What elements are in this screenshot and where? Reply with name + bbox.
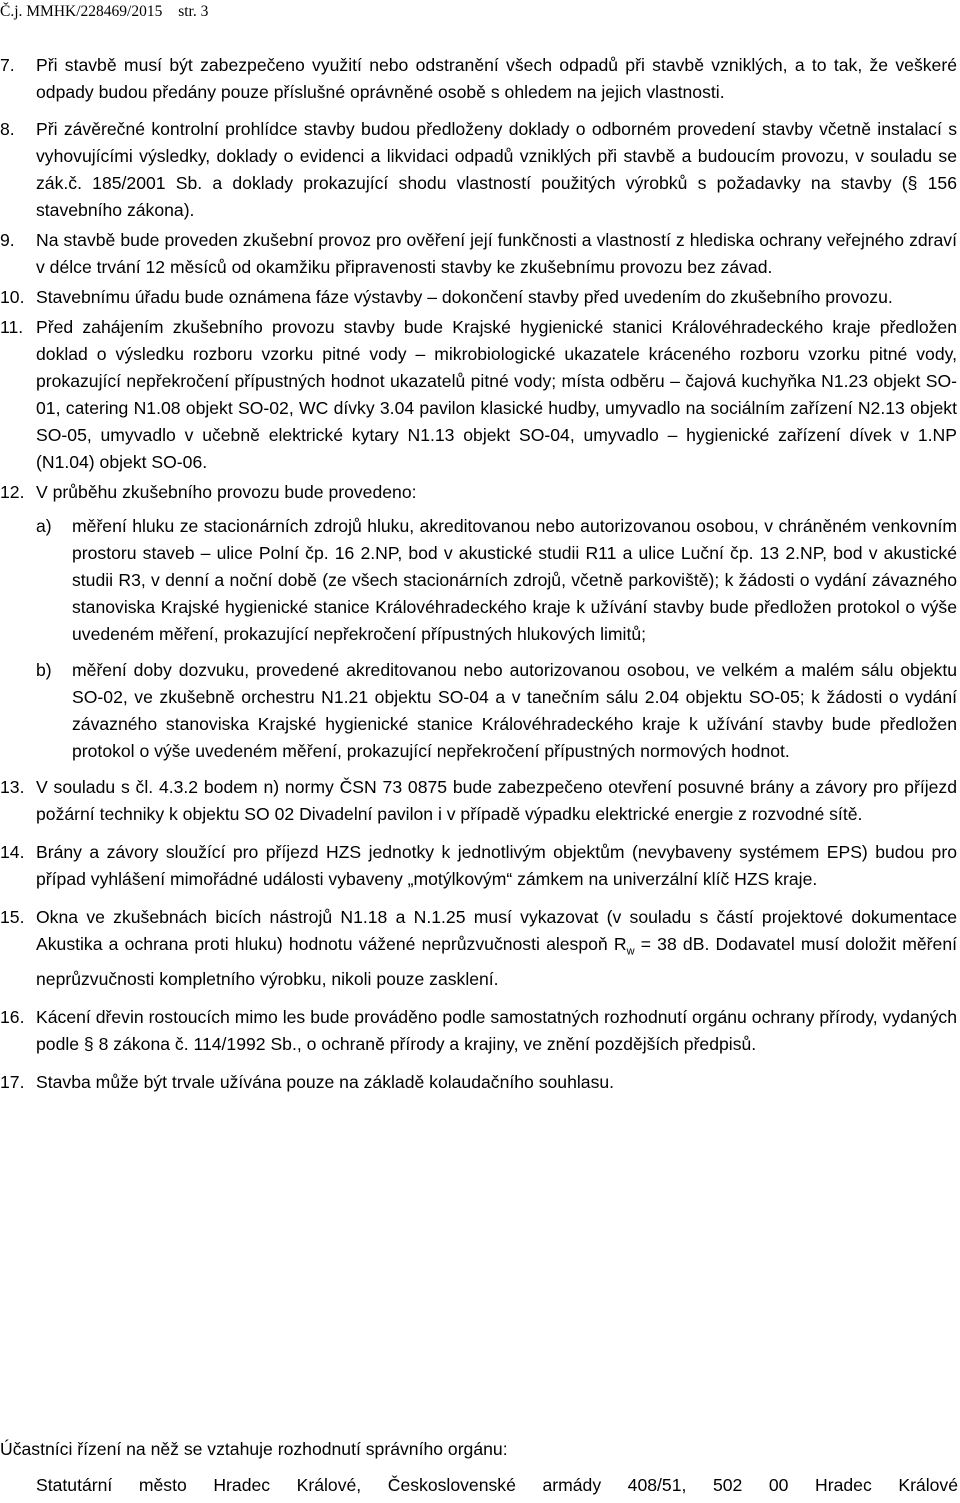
sub-item — [36, 513, 957, 648]
condition-number: 8. — [0, 119, 15, 139]
condition-text: Brány a závory sloužící pro příjezd HZS jednotky k jednotlivým objektům (nevybaveny systémem EPS) budou pro případ vyhlášení mimořádné události vybaveny „motýlkovým“ zámkem na univerzální klíč HZS kraje. — [36, 842, 957, 889]
condition-item — [0, 116, 957, 224]
condition-text: V průběhu zkušebního provozu bude provedeno: — [36, 482, 417, 502]
condition-number: 16. — [0, 1006, 25, 1027]
condition-item — [0, 774, 957, 828]
condition-number: 10. — [0, 287, 25, 307]
conditions-list — [0, 52, 957, 1096]
page-header — [0, 2, 208, 22]
sub-item — [36, 657, 957, 765]
condition-number: 12. — [0, 482, 25, 502]
condition-item — [0, 904, 957, 993]
condition-text: Na stavbě bude proveden zkušební provoz pro ověření její funkčnosti a vlastností z hlediska ochrany veřejného zdraví v délce trvání 12 měsíců od okamžiku připravenosti stavby ke zkušebnímu provozu bez závad. — [36, 230, 957, 277]
sub-item-text: měření hluku ze stacionárních zdrojů hluku, akreditovanou nebo autorizovanou osobou, v chráněném venkovním prostoru staveb – ulice Polní čp. 16 2.NP, bod v akustické studii R11 a ulice Luční čp. 13 2.NP, bod v akustické studii R3, v denní a noční době (ze všech stacionárních zdrojů, včetně parkoviště); k žádosti o vydání závazného stanoviska Krajské hygienické stanice Královéhradeckého kraje k užívání stavby bude předložen protokol o výše uvedeném měření, prokazující nepřekročení přípustných hlukových limitů; — [72, 516, 957, 644]
condition-number: 9. — [0, 230, 15, 250]
condition-text-part: Okna ve zkušebnách bicích nástrojů N1.18 a N.1.25 musí vykazovat (v souladu s částí projektové dokumentace Akustika a ochrana proti hluku) hodnotu vážené neprůzvučnosti alespoň R — [36, 907, 957, 954]
condition-item — [0, 52, 957, 106]
condition-item — [0, 1069, 957, 1096]
condition-number: 7. — [0, 55, 15, 75]
document-reference: Č.j. MMHK/228469/2015 — [0, 3, 163, 20]
condition-text: Stavba může být trvale užívána pouze na základě kolaudačního souhlasu. — [36, 1071, 615, 1092]
condition-text: Stavebnímu úřadu bude oznámena fáze výstavby – dokončení stavby před uvedením do zkušebního provozu. — [36, 287, 893, 307]
condition-text: Před zahájením zkušebního provozu stavby bude Krajské hygienické stanici Královéhradeckého kraje předložen doklad o výsledku rozboru vzorku pitné vody – mikrobiologické ukazatele kráceného rozboru vzorku pitné vody, prokazující nepřekročení přípustných hodnot ukazatelů pitné vody; místa odběru – čajová kuchyňka N1.23 objekt SO-01, catering N1.08 objekt SO-02, WC dívky 3.04 pavilon klasické hudby, umyvadlo na sociálním zařízení N2.13 objekt SO-05, umyvadlo v učebně elektrické kytary N1.13 objekt SO-04, umyvadlo – hygienické zařízení dívek v 1.NP (N1.04) objekt SO-06. — [36, 317, 957, 472]
condition-text: V souladu s čl. 4.3.2 bodem n) normy ČSN 73 0875 bude zabezpečeno otevření posuvné brány a závory pro příjezd požární techniky k objektu SO 02 Divadelní pavilon i v případě výpadku elektrické energie z rozvodné sítě. — [36, 777, 957, 824]
page-number: str. 3 — [178, 3, 209, 20]
participants-heading: Účastníci řízení na něž se vztahuje rozhodnutí správního orgánu: — [0, 1439, 508, 1459]
condition-text-part: = 38 dB. Dodavatel musí doložit měření neprůzvučnosti kompletního výrobku, nikoli pouze zasklení. — [36, 934, 957, 989]
condition-text: Při závěrečné kontrolní prohlídce stavby budou předloženy doklady o odborném provedení stavby včetně instalací s vyhovujícími výsledky, doklady o evidenci a likvidaci odpadů vzniklých při stavbě a budoucím provozu, v souladu se zák.č. 185/2001 Sb. a doklady prokazující shodu vlastností použitých výrobků s požadavky na stavby (§ 156 stavebního zákona). — [36, 119, 957, 220]
subscript-w: w — [626, 945, 635, 958]
condition-number: 14. — [0, 842, 25, 862]
condition-text: Kácení dřevin rostoucích mimo les bude prováděno podle samostatných rozhodnutí orgánu ochrany přírody, vydaných podle § 8 zákona č. 114/1992 Sb., o ochraně přírody a krajiny, ve znění pozdějších předpisů. — [36, 1006, 957, 1054]
condition-number: 11. — [0, 317, 24, 337]
condition-text: Při stavbě musí být zabezpečeno využití nebo odstranění všech odpadů při stavbě vzniklých, a to tak, že veškeré odpady budou předány pouze příslušné oprávněné osobě s ohledem na jejich vlastnosti. — [36, 55, 957, 102]
condition-item — [0, 284, 957, 311]
condition-item — [0, 314, 957, 476]
condition-item — [0, 479, 957, 765]
condition-number: 15. — [0, 907, 25, 927]
sub-list — [36, 513, 957, 765]
sub-item-text: měření doby dozvuku, provedené akreditovanou nebo autorizovanou osobou, ve velkém a malém sálu objektu SO-02, ve zkušebně orchestru N1.21 objektu SO-04 a v tanečním sálu 2.04 objektu SO-05; k žádosti o vydání závazného stanoviska Krajské hygienické stanice Královéhradeckého kraje k užívání stavby bude předložen protokol o výše uvedeném měření, prokazující nepřekročení přípustných normových hodnot. — [72, 660, 957, 761]
condition-item — [0, 839, 957, 893]
condition-text — [36, 907, 957, 989]
condition-item — [0, 1004, 957, 1058]
sub-item-letter: b) — [36, 660, 52, 680]
condition-number: 13. — [0, 777, 25, 797]
condition-item — [0, 227, 957, 281]
participant-address: Statutární město Hradec Králové, Československé armády 408/51, 502 00 Hradec Králové — [36, 1475, 958, 1495]
sub-item-letter: a) — [36, 516, 52, 536]
condition-number: 17. — [0, 1071, 25, 1092]
